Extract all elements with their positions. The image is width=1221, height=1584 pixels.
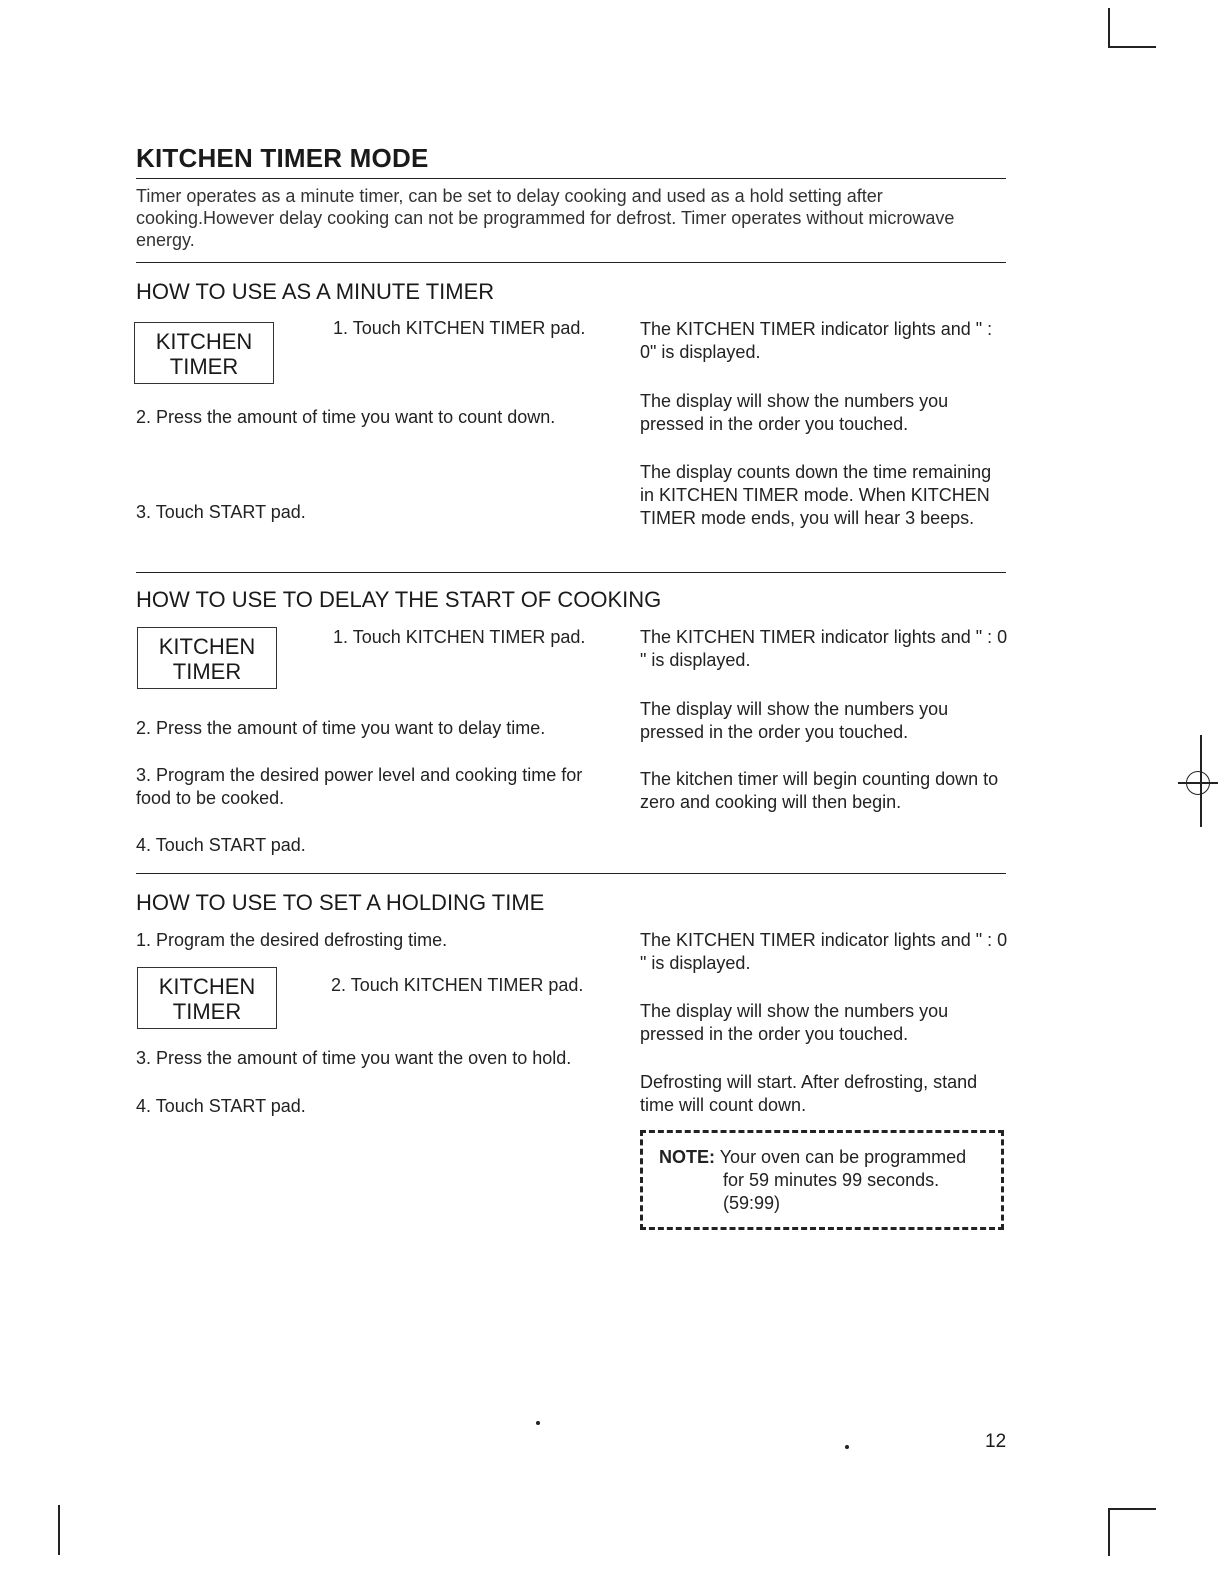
result-text: Defrosting will start. After defrosting, stand time will count down. [640, 1072, 978, 1115]
step-text: 2. Press the amount of time you want to delay time. [136, 718, 546, 738]
result-text: The display will show the numbers you pressed in the order you touched. [640, 391, 949, 434]
step-text: 2. Press the amount of time you want to count down. [136, 407, 556, 427]
kitchen-timer-pad: KITCHEN TIMER [137, 627, 277, 689]
step-text: 3. Program the desired power level and cooking time for food to be cooked. [136, 765, 583, 808]
section-heading-delay-start: HOW TO USE TO DELAY THE START OF COOKING [136, 587, 662, 612]
note-box [640, 1130, 1004, 1230]
note-label: NOTE: [659, 1147, 715, 1167]
result-text: The display will show the numbers you pressed in the order you touched. [640, 1001, 949, 1044]
step-text: 4. Touch START pad. [136, 1096, 306, 1116]
kitchen-timer-pad: KITCHEN TIMER [134, 322, 274, 384]
note-line-1: NOTE: Your oven can be programmed [659, 1147, 967, 1167]
result-text: The display will show the numbers you pressed in the order you touched. [640, 699, 949, 742]
print-speck [845, 1445, 849, 1449]
crop-mark-top-right-v [1108, 8, 1110, 46]
intro-paragraph: Timer operates as a minute timer, can be set to delay cooking and used as a hold setting after cooking.However delay cooking can not be programmed for defrost. Timer operates without microwave energy. [136, 186, 955, 250]
result-text: The KITCHEN TIMER indicator lights and " : 0" is displayed. [640, 319, 993, 362]
section-heading-minute-timer: HOW TO USE AS A MINUTE TIMER [136, 279, 495, 304]
step-text: 4. Touch START pad. [136, 835, 306, 855]
crop-mark-bottom-right-v [1108, 1508, 1110, 1556]
result-text: The KITCHEN TIMER indicator lights and " : 0 " is displayed. [640, 930, 1008, 973]
crop-mark-top-right-h [1108, 46, 1156, 48]
page-number: 12 [985, 1431, 1007, 1452]
note-line-3: (59:99) [723, 1193, 781, 1213]
step-text: 1. Program the desired defrosting time. [136, 930, 448, 950]
crop-mark-bottom-left [58, 1505, 60, 1555]
title-rule [136, 178, 1006, 179]
crop-mark-bottom-right-h [1108, 1508, 1156, 1510]
registration-mark [1178, 735, 1218, 827]
section-heading-holding-time: HOW TO USE TO SET A HOLDING TIME [136, 890, 545, 915]
result-text: The KITCHEN TIMER indicator lights and " : 0 " is displayed. [640, 627, 1008, 670]
intro-rule [136, 262, 1006, 263]
kitchen-timer-pad: KITCHEN TIMER [137, 967, 277, 1029]
step-text: 1. Touch KITCHEN TIMER pad. [333, 318, 586, 338]
section-rule [136, 873, 1006, 874]
note-line-2: for 59 minutes 99 seconds. [723, 1170, 940, 1190]
result-text: The display counts down the time remaining in KITCHEN TIMER mode. When KITCHEN TIMER mode ends, you will hear 3 beeps. [640, 462, 992, 528]
step-text: 1. Touch KITCHEN TIMER pad. [333, 627, 586, 647]
result-text: The kitchen timer will begin counting down to zero and cooking will then begin. [640, 769, 999, 812]
step-text: 3. Touch START pad. [136, 502, 306, 522]
section-rule [136, 572, 1006, 573]
step-text: 2. Touch KITCHEN TIMER pad. [331, 975, 584, 995]
page-title: KITCHEN TIMER MODE [136, 143, 429, 173]
print-speck [536, 1421, 540, 1425]
step-text: 3. Press the amount of time you want the oven to hold. [136, 1048, 572, 1068]
